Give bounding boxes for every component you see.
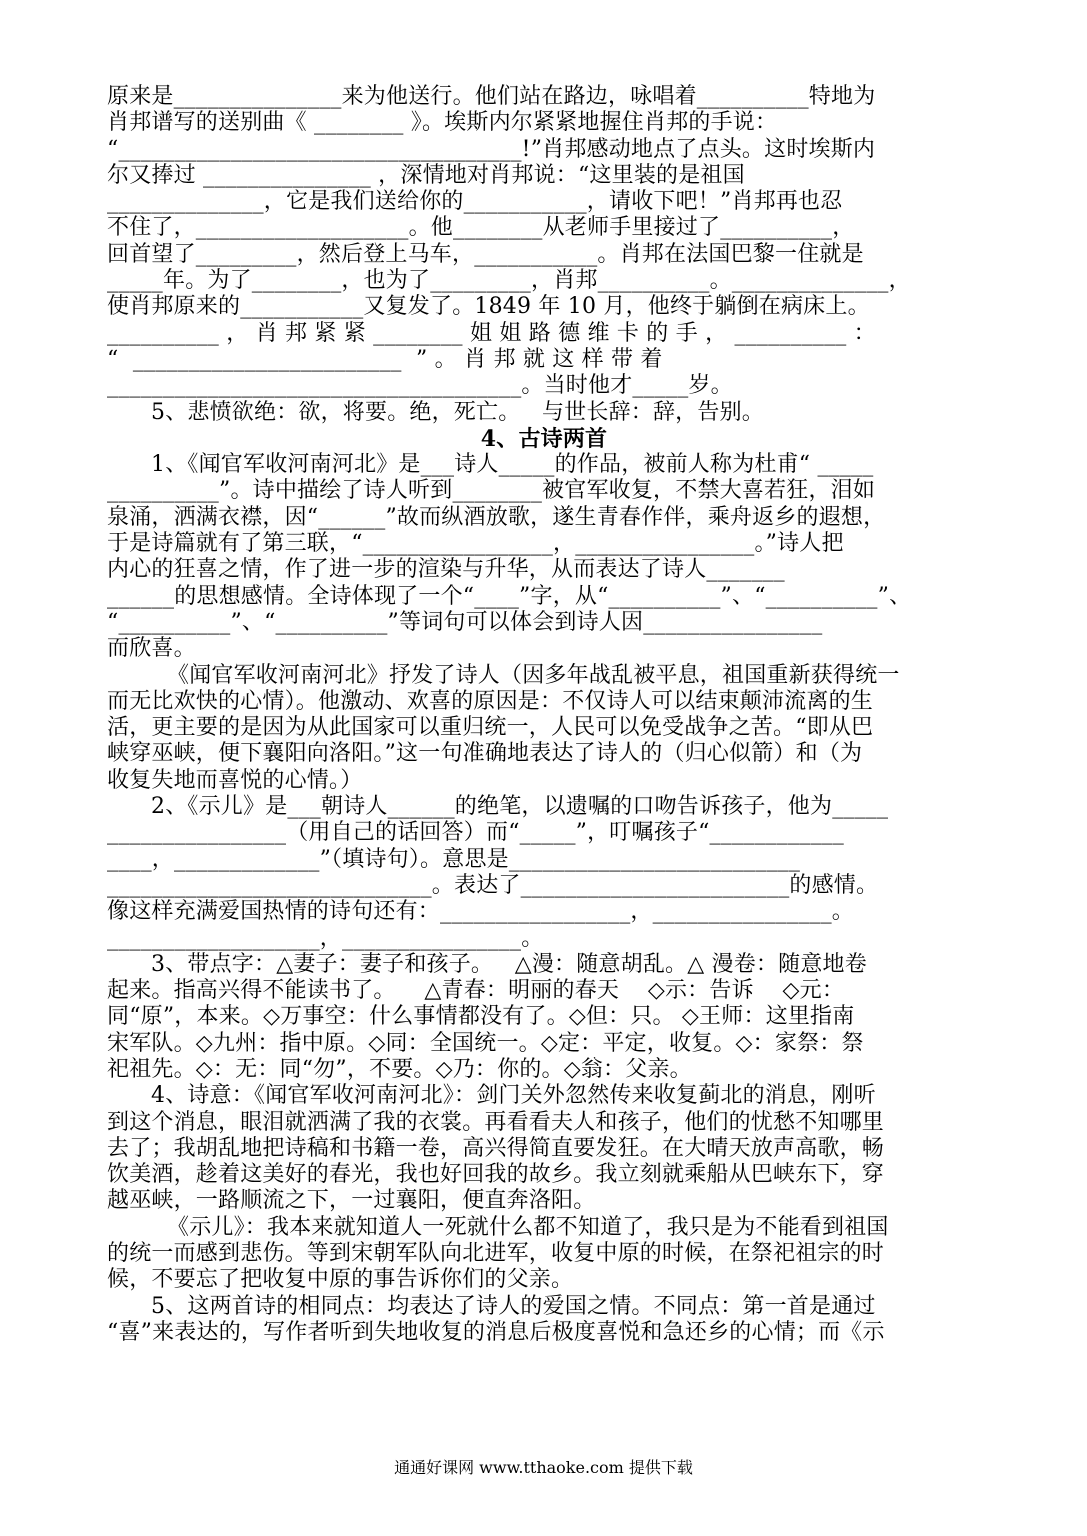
text-line: 5、这两首诗的相同点：均表达了诗人的爱国之情。不同点：第一首是通过 <box>151 1293 876 1319</box>
text-line: “ ________________________ ” 。 肖 邦 就 这 样 带 着 <box>107 346 663 372</box>
text-line: _____年。为了________，也为了_________，肖邦__________。______________， <box>107 268 911 294</box>
text-line: 活，更主要的是因为从此国家可以重归统一，人民可以免受战争之苦。“即从巴 <box>107 715 874 741</box>
text-line: __________”。诗中描绘了诗人听到________被官军收复，不禁大喜若狂，泪如 <box>107 478 876 504</box>
text-line: 峡穿巫峡，便下襄阳向洛阳。”这一句准确地表达了诗人的（归心似箭）和（为 <box>107 741 863 767</box>
text-line: 像这样充满爱国热情的诗句还有：_________________，________________。 <box>107 899 855 925</box>
text-line: 同“原”，本来。◇万事空：什么事情都没有了。◇但：只。 ◇王师：这里指南 <box>107 1004 855 1030</box>
text-line: 饮美酒，趁着这美好的春光，我也好回我的故乡。我立刻就乘船从巴峡东下，穿 <box>107 1162 885 1188</box>
text-line: 候，不要忘了把收复中原的事告诉你们的父亲。 <box>107 1267 574 1293</box>
text-line: 而欣喜。 <box>107 636 196 662</box>
text-line: 收复失地而喜悦的心情。） <box>107 767 363 793</box>
text-line: _____________________________。表达了________________________的感情。 <box>107 872 879 898</box>
text-line: 泉涌，洒满衣襟，因“______”故而纵酒放歌，遂生青春作伴，乘舟返乡的遐想， <box>107 504 886 530</box>
text-line: 于是诗篇就有了第三联，“_________________，________________。”诗人把 <box>107 531 844 557</box>
text-line: 越巫峡，一路顺流之下，一过襄阳，便直奔洛阳。 <box>107 1188 596 1214</box>
section-title: 4、古诗两首 <box>480 425 608 452</box>
text-line: 5、悲愤欲绝：欲，将要。绝，死亡。 与世长辞：辞，告别。 <box>151 399 764 425</box>
document-body <box>107 84 981 1346</box>
text-line: 《示儿》：我本来就知道人一死就什么都不知道了，我只是为不能看到祖国 <box>167 1214 889 1240</box>
text-line: 宋军队。◇九州：指中原。◇同：全国统一。◇定：平定，收复。◇：家祭：祭 <box>107 1030 864 1056</box>
text-line: 原来是_______________来为他送行。他们站在路边，咏唱着__________特地为 <box>107 84 876 109</box>
text-line: _____________________________________。当时他才_____岁。 <box>107 373 733 399</box>
text-line: 内心的狂喜之情，作了进一步的渲染与升华，从而表达了诗人_______ <box>107 557 785 583</box>
text-line: ___________________，________________。 <box>107 925 544 951</box>
text-line: 不住了，___________________。他________从老师手里接过了__________， <box>107 215 855 241</box>
text-line: 祀祖先。◇：无：同“勿”，不要。◇乃：你的。◇翁：父亲。 <box>107 1056 692 1082</box>
text-line: 到这个消息，眼泪就洒满了我的衣裳。再看看夫人和孩子，他们的忧愁不知哪里 <box>107 1109 885 1135</box>
text-line: ______________，它是我们送给你的___________，请收下吧！”肖邦再也忍 <box>107 189 843 215</box>
text-line: 而无比欢快的心情）。他激动、欢喜的原因是：不仅诗人可以结束颠沛流离的生 <box>107 688 874 714</box>
text-line: 3、带点字：△妻子：妻子和孩子。 △漫：随意胡乱。△ 漫卷：随意地卷 <box>151 951 867 977</box>
text-line: 使肖邦原来的___________又复发了。1849 年 10 月，他终于躺倒在病床上。 <box>107 294 870 320</box>
text-line: 肖邦谱写的送别曲《 ________ 》。埃斯内尔紧紧地握住肖邦的手说： <box>107 110 778 136</box>
text-line: “__________”、“__________”等词句可以体会到诗人因________________ <box>107 609 823 635</box>
text-line: ______的思想感情。全诗体现了一个“____”字，从“__________”、“__________”、 <box>107 583 912 609</box>
text-line: ________________（用自己的话回答）而“_____”，叮嘱孩子“____________ <box>107 820 844 846</box>
text-line: __________ ， 肖 邦 紧 紧 ________ 姐 姐 路 德 维 卡 的 手 ， __________ ： <box>107 320 876 346</box>
text-line: ____，_____________”（填诗句）。意思是__________________________ <box>107 846 801 872</box>
text-line: 《闻官军收河南河北》抒发了诗人（因多年战乱被平息，祖国重新获得统一 <box>167 662 900 688</box>
text-line: “____________________________________!”肖邦感动地点了点头。这时埃斯内 <box>107 136 876 162</box>
text-line: 去了；我胡乱地把诗稿和书籍一卷，高兴得简直要发狂。在大晴天放声高歌，畅 <box>107 1135 885 1161</box>
text-line: 4、诗意：《闻官军收河南河北》：剑门关外忽然传来收复蓟北的消息，刚听 <box>151 1083 876 1109</box>
text-line: 尔又捧过 _______________ ，深情地对肖邦说：“这里装的是祖国 <box>107 162 745 188</box>
text-line: 的统一而感到悲伤。等到宋朝军队向北进军，收复中原的时候，在祭祀祖宗的时 <box>107 1241 885 1267</box>
text-line: “喜”来表达的，写作者听到失地收复的消息后极度喜悦和急还乡的心情；而《示 <box>107 1319 885 1345</box>
text-line: 1、《闻官军收河南河北》是___诗人_____的作品，被前人称为杜甫“ _____ <box>151 452 874 478</box>
text-line: 2、《示儿》是___朝诗人______的绝笔，以遗嘱的口吻告诉孩子，他为_____ <box>151 794 889 820</box>
text-line: 回首望了_________，然后登上马车，___________。肖邦在法国巴黎一住就是 <box>107 241 864 267</box>
text-line: 起来。指高兴得不能读书了。 △青春：明丽的春天 ◇示：告诉 ◇元： <box>107 978 845 1004</box>
page-footer: 通通好课网 www.tthaoke.com 提供下载 <box>394 1458 693 1477</box>
